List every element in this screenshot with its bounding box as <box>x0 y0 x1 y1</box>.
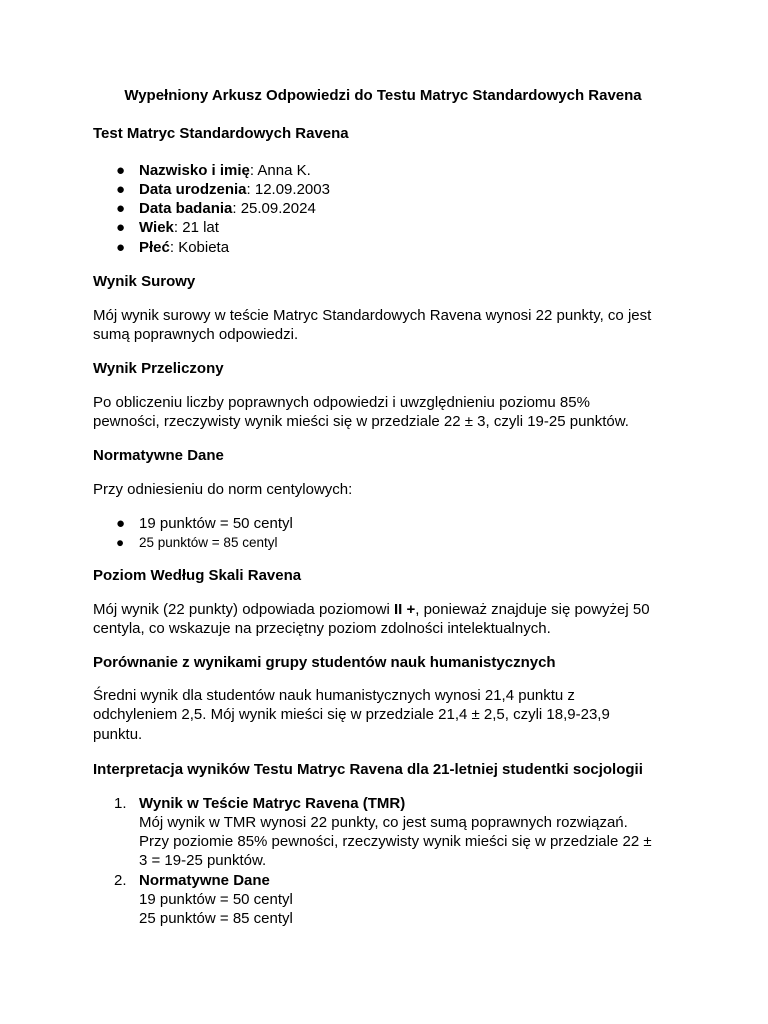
heading-comparison: Porównanie z wynikami grupy studentów nauk humanistycznych <box>93 654 556 671</box>
info-label: Data urodzenia <box>139 181 247 198</box>
bullet-icon: ● <box>116 239 126 256</box>
paragraph-line: odchyleniem 2,5. Mój wynik mieści się w przedziale 21,4 ± 2,5, czyli 18,9-23,9 <box>93 706 610 723</box>
info-label: Data badania <box>139 200 233 217</box>
numbered-item-line: Mój wynik w TMR wynosi 22 punkty, co jest sumą poprawnych rozwiązań. <box>139 814 628 831</box>
numbered-item-line: 25 punktów = 85 centyl <box>139 910 293 927</box>
bullet-icon: ● <box>116 162 126 179</box>
bullet-icon: ● <box>116 535 125 550</box>
paragraph-line: Średni wynik dla studentów nauk humanistycznych wynosi 21,4 punktu z <box>93 687 575 704</box>
bullet-icon: ● <box>116 181 126 198</box>
norm-text: 19 punktów = 50 centyl <box>139 515 293 532</box>
info-value: : Anna K. <box>249 162 311 179</box>
numbered-item-title: Wynik w Teście Matryc Ravena (TMR) <box>139 795 406 812</box>
item-number: 1. <box>114 795 127 812</box>
heading-converted-score: Wynik Przeliczony <box>93 360 224 377</box>
info-value: : 12.09.2003 <box>246 181 330 198</box>
norm-text: 25 punktów = 85 centyl <box>139 535 278 550</box>
paragraph-line: Przy odniesieniu do norm centylowych: <box>93 481 353 498</box>
paragraph-line: sumą poprawnych odpowiedzi. <box>93 326 299 343</box>
level-value: II + <box>393 601 416 618</box>
info-value: : 21 lat <box>173 219 219 236</box>
bullet-icon: ● <box>116 515 126 532</box>
item-number: 2. <box>114 872 127 889</box>
bullet-icon: ● <box>116 219 126 236</box>
level-text-post: , ponieważ znajduje się powyżej 50 <box>415 601 650 618</box>
info-label: Nazwisko i imię <box>139 162 250 179</box>
heading-raven-level: Poziom Według Skali Ravena <box>93 567 302 584</box>
info-label: Wiek <box>139 219 174 236</box>
info-value: : 25.09.2024 <box>232 200 316 217</box>
heading-interpretation: Interpretacja wyników Testu Matryc Ravena dla 21-letniej studentki socjologii <box>93 761 643 778</box>
heading-raw-score: Wynik Surowy <box>93 273 196 290</box>
info-label: Płeć <box>139 239 170 256</box>
numbered-item-title: Normatywne Dane <box>139 872 270 889</box>
paragraph-line: pewności, rzeczywisty wynik mieści się w przedziale 22 ± 3, czyli 19-25 punktów. <box>93 413 629 430</box>
bullet-icon: ● <box>116 200 126 217</box>
numbered-item-line: Przy poziomie 85% pewności, rzeczywisty wynik mieści się w przedziale 22 ± <box>139 833 652 850</box>
paragraph-line: punktu. <box>93 726 143 743</box>
paragraph-line: Po obliczeniu liczby poprawnych odpowiedzi i uwzględnieniu poziomu 85% <box>93 394 590 411</box>
paragraph-line: Mój wynik surowy w teście Matryc Standardowych Ravena wynosi 22 punkty, co jest <box>93 307 652 324</box>
info-value: : Kobieta <box>169 239 230 256</box>
level-text-pre: Mój wynik (22 punkty) odpowiada poziomowi <box>93 601 394 618</box>
heading-norms: Normatywne Dane <box>93 447 224 464</box>
heading-test: Test Matryc Standardowych Ravena <box>93 125 349 142</box>
numbered-item-line: 3 = 19-25 punktów. <box>139 852 267 869</box>
paragraph-line <box>93 600 650 620</box>
document-title: Wypełniony Arkusz Odpowiedzi do Testu Matryc Standardowych Ravena <box>124 87 642 104</box>
paragraph-line: centyla, co wskazuje na przeciętny poziom zdolności intelektualnych. <box>93 620 551 637</box>
numbered-item-line: 19 punktów = 50 centyl <box>139 891 293 908</box>
